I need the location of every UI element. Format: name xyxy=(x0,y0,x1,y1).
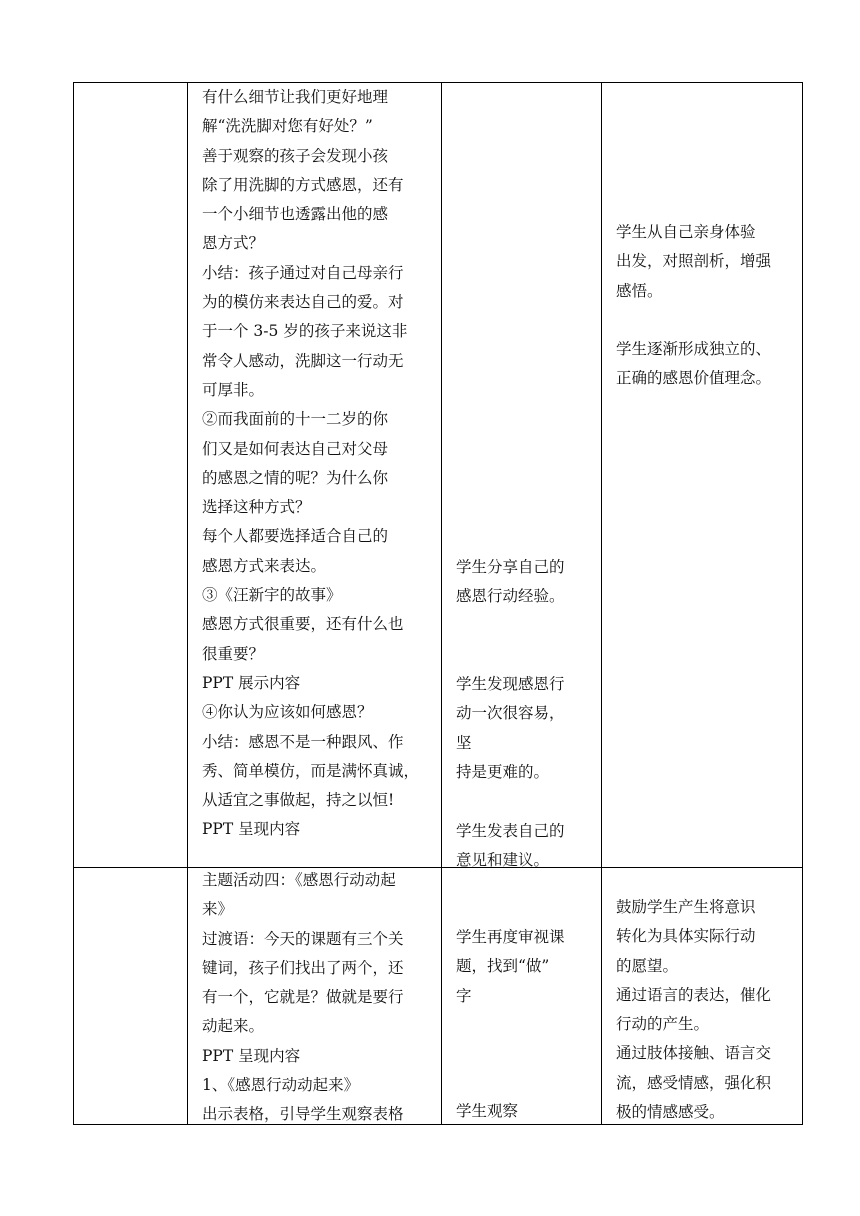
text-line: 学生逐渐形成独立的、 xyxy=(616,340,772,359)
text-line xyxy=(456,612,593,641)
text-line: 有一个，它就是？做就是要行 xyxy=(202,988,404,1007)
text-line: 动一次很容易， xyxy=(456,704,565,723)
text-line: 选择这种方式？ xyxy=(202,498,311,517)
text-line: 解“洗洗脚对您有好处？” xyxy=(202,117,373,136)
design-intent-cell xyxy=(602,83,803,868)
text-line xyxy=(616,306,794,335)
text-line: 的愿望。 xyxy=(616,956,679,975)
text-line: 意见和建议。 xyxy=(456,850,550,869)
text-line: 为的模仿来表达自己的爱。对 xyxy=(202,293,404,312)
text-line: 来》 xyxy=(202,900,234,919)
text-line: 除了用洗脚的方式感恩，还有 xyxy=(202,175,404,194)
text-line: PPT 呈现内容 xyxy=(202,820,301,839)
text-line: 秀、简单模仿，而是满怀真诚， xyxy=(202,761,420,780)
text-line: 学生分享自己的 xyxy=(456,558,565,576)
text-line: 行动的产生。 xyxy=(616,1015,710,1034)
text-line: 通过语言的表达，催化 xyxy=(616,985,772,1004)
text-line: 的感恩之情的呢？为什么你 xyxy=(202,468,389,487)
text-line: ④你认为应该如何感恩？ xyxy=(202,703,373,722)
text-line: 善于观察的孩子会发现小孩 xyxy=(202,146,389,165)
text-line: PPT 展示内容 xyxy=(202,673,301,692)
empty-cell xyxy=(74,868,188,1125)
empty-cell xyxy=(74,83,188,868)
text-line: 键词，孩子们找出了两个，还 xyxy=(202,958,404,977)
text-line: 学生发现感恩行 xyxy=(456,675,565,694)
text-line: 题，找到“做” xyxy=(456,957,550,976)
text-line: 有什么细节让我们更好地理 xyxy=(202,88,389,106)
text-line xyxy=(456,641,593,670)
text-line: 感悟。 xyxy=(616,281,663,300)
student-activity-cell xyxy=(442,83,602,868)
text-line: 一个小细节也透露出他的感 xyxy=(202,205,389,224)
text-line: 学生观察 xyxy=(456,1102,519,1120)
text-line: 于一个 3-5 岁的孩子来说这非 xyxy=(202,322,408,341)
text-line: 可厚非。 xyxy=(202,380,265,399)
text-line: PPT 呈现内容 xyxy=(202,1046,301,1065)
teacher-activity-cell xyxy=(188,83,442,868)
text-line: 转化为具体实际行动 xyxy=(616,927,756,946)
student-activity-cell xyxy=(442,868,602,1125)
text-line: 流，感受情感，强化积 xyxy=(616,1073,772,1092)
text-line: 恩方式？ xyxy=(202,234,265,253)
text-line: 从适宜之事做起，持之以恒! xyxy=(202,791,395,810)
text-line: 极的情感感受。 xyxy=(616,1103,725,1122)
text-line: 小结：感恩不是一种跟风、作 xyxy=(202,732,404,751)
text-line: ②而我面前的十一二岁的你 xyxy=(202,410,389,429)
table-row xyxy=(74,868,803,1125)
text-line: 1、《感恩行动动起来》 xyxy=(202,1076,360,1095)
text-line: 字 xyxy=(456,986,472,1005)
text-line: 出示表格，引导学生观察表格 xyxy=(202,1105,404,1124)
text-line: 过渡语：今天的课题有三个关 xyxy=(202,929,404,948)
teacher-activity-cell xyxy=(188,868,442,1125)
text-line: 正确的感恩价值理念。 xyxy=(616,369,772,388)
text-line: 感恩方式很重要，还有什么也 xyxy=(202,615,404,634)
text-line: 出发，对照剖析，增强 xyxy=(616,252,772,271)
text-line: 坚 xyxy=(456,733,472,752)
text-line: 通过肢体接触、语言交 xyxy=(616,1044,772,1063)
text-line: 感恩方式来表达。 xyxy=(202,556,327,575)
text-line: 持是更难的。 xyxy=(456,763,550,782)
text-line: 动起来。 xyxy=(202,1017,265,1036)
design-intent-cell xyxy=(602,868,803,1125)
lesson-plan-table xyxy=(73,82,803,1125)
text-line: 鼓励学生产生将意识 xyxy=(616,898,756,916)
text-line: 主题活动四：《感恩行动动起 xyxy=(202,871,396,889)
text-line: 常令人感动，洗脚这一行动无 xyxy=(202,351,404,370)
table-row xyxy=(74,83,803,868)
text-line: 感恩行动经验。 xyxy=(456,587,565,606)
text-line: 每个人都要选择适合自己的 xyxy=(202,527,389,546)
text-line: ③《汪新宇的故事》 xyxy=(202,586,342,605)
text-line: 们又是如何表达自己对父母 xyxy=(202,439,389,458)
text-line: 很重要？ xyxy=(202,644,265,663)
text-line xyxy=(456,787,593,816)
text-line: 小结：孩子通过对自己母亲行 xyxy=(202,263,404,282)
text-line: 学生再度审视课 xyxy=(456,928,565,946)
text-line: 学生从自己亲身体验 xyxy=(616,223,756,241)
text-line: 学生发表自己的 xyxy=(456,821,565,840)
